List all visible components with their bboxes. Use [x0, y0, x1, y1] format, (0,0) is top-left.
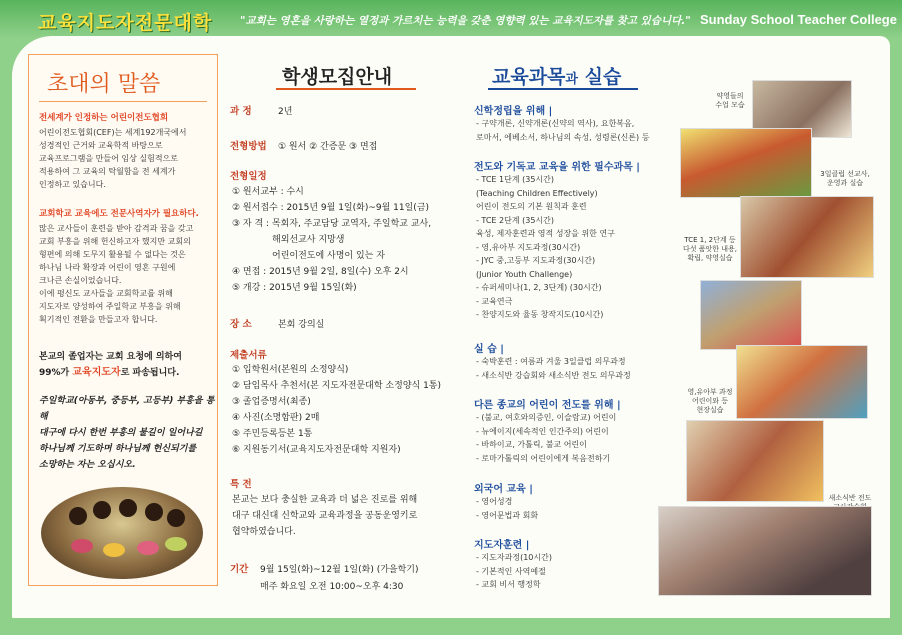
photo-teacher-workshop — [658, 506, 872, 596]
text-line: 교회 부흥을 위해 헌신하고자 했지만 교회의 — [39, 237, 191, 246]
section-items — [476, 411, 616, 465]
course-value: 2년 — [278, 107, 293, 117]
list-item: - 교회 비서 행정학 — [476, 580, 541, 589]
docs-label: 제출서류 — [230, 350, 267, 361]
period-time: 매주 화요일 오전 10:00~오후 4:30 — [260, 582, 404, 592]
text-line: 대구에 다시 한번 부흥의 불길이 일어나길 — [39, 428, 203, 438]
text-fragment: 99%가 — [39, 368, 73, 378]
list-item: ③ 자 격 : 목회자, 주교담당 교역자, 주일학교 교사, — [232, 219, 432, 229]
section-items — [476, 551, 552, 592]
section-items — [476, 355, 631, 382]
invitation-paragraph-2 — [39, 222, 214, 326]
list-item: 해외선교사 지망생 — [272, 235, 345, 245]
feature-text — [232, 492, 417, 540]
place-value: 본회 강의실 — [278, 320, 325, 330]
bottom-bar — [0, 618, 902, 635]
group-photo — [41, 487, 203, 579]
list-item: ② 담임목사 추천서(본 지도자전문대학 소정양식 1통) — [232, 381, 442, 391]
invitation-heading-2: 교회학교 교육에도 전문사역자가 필요하다. — [39, 209, 199, 219]
curriculum-title — [492, 62, 621, 89]
invitation-paragraph-1 — [39, 126, 214, 191]
text-line: 적용하여 그 교육의 탁월함을 전 세계가 — [39, 167, 176, 176]
list-item: ① 원서교부 : 수시 — [232, 187, 304, 197]
text-line: 하나님 나라 확장과 어린이 영혼 구원에 — [39, 263, 176, 272]
motto-text: "교회는 영혼을 사랑하는 열정과 가르치는 능력을 갖춘 영향력 있는 교육지도자를 찾고 있습니다." — [240, 15, 691, 27]
list-item: - 로마가톨릭의 어린이에게 복음전하기 — [476, 453, 611, 463]
course-label: 과 정 — [230, 106, 252, 117]
photo-children-club — [680, 128, 812, 198]
invitation-heading-1: 전세계가 인정하는 어린이전도협회 — [39, 113, 169, 123]
recruit-title: 학생모집안내 — [282, 66, 393, 88]
photo-preschool — [686, 420, 824, 502]
list-item: 육성, 제자훈련과 영적 성장을 위한 연구 — [476, 229, 615, 238]
list-item: - 새소식반 강습회와 새소식반 전도 의무과정 — [476, 370, 631, 380]
list-item: (Teaching Children Effectively) — [476, 188, 598, 198]
text-line: 본교는 보다 충실한 교육과 더 넓은 진로를 위해 — [232, 495, 418, 505]
list-item: - JYC 중,고등부 지도과정(30시간) — [476, 256, 596, 265]
text-line: 주일학교(아동부, 중등부, 고등부) 부흥을 통해 — [39, 396, 215, 422]
section-heading: 지도자훈련 | — [474, 540, 530, 551]
list-item: - 뉴에이지(세속적인 인간주의) 어린이 — [476, 426, 609, 436]
docs-list — [232, 362, 441, 458]
list-item: ① 입학원서(본원의 소정양식) — [232, 365, 349, 375]
text-line: 협약하였습니다. — [232, 527, 296, 537]
list-item: - 교육연극 — [476, 296, 513, 306]
text-line: 많은 교사들이 훈련을 받아 감격과 꿈을 갖고 — [39, 224, 194, 233]
college-name-english: Sunday School Teacher College — [700, 12, 897, 27]
text-line: 어린이전도협회(CEF)는 세계192개국에서 — [39, 128, 187, 137]
section-heading: 신학정립을 위해 | — [474, 106, 553, 117]
text-line: 소망하는 자는 오십시오. — [39, 460, 136, 470]
invitation-title: 초대의 말씀 — [47, 72, 161, 97]
title-underline — [276, 88, 416, 90]
title-underline — [488, 88, 638, 90]
photo-caption: 3일클럽 선교사, 운영과 실습 — [820, 170, 870, 187]
list-item: - 구약개론, 신약개론(신약의 역사), 요한복음, — [476, 119, 635, 128]
period-label: 기간 — [230, 564, 249, 575]
section-heading: 다른 종교의 어린이 전도를 위해 | — [474, 400, 621, 411]
list-item: - TCE 1단계 (35시간) — [476, 175, 554, 184]
list-item: ④ 면접 : 2015년 9월 2일, 8일(수) 오후 2시 — [232, 267, 409, 277]
section-heading: 전도와 기독교 교육을 위한 필수과목 | — [474, 162, 640, 173]
photo-classroom — [740, 196, 874, 278]
text-line: 본교의 졸업자는 교회 요청에 의하여 — [39, 352, 182, 362]
list-item: - 영어문법과 회화 — [476, 510, 539, 520]
list-item: - 슈퍼세미나(1, 2, 3단계) (30시간) — [476, 283, 602, 292]
schedule-label: 전형일정 — [230, 171, 267, 182]
list-item: 어린이 전도의 기본 원칙과 훈련 — [476, 202, 587, 211]
title-fragment: 교육과목 — [492, 66, 566, 88]
photo-caption: TCE 1, 2단계 등 다섯 품앗한 내용, 확립, 약영실습 — [682, 236, 737, 262]
list-item: ③ 졸업증명서(최종) — [232, 397, 311, 407]
text-line: 크나큰 손실이었습니다. — [39, 276, 122, 285]
feature-label: 특 전 — [230, 479, 252, 490]
highlight-text: 교육지도자 — [72, 367, 121, 378]
text-line: 성경적인 근거와 교육학적 바탕으로 — [39, 141, 163, 150]
text-line: 인정하고 있습니다. — [39, 180, 106, 189]
list-item: (Junior Youth Challenge) — [476, 269, 573, 279]
section-items — [476, 117, 649, 144]
photo-caption: 영,유아부 과정 어린이와 등 현장실습 — [687, 388, 733, 414]
text-line: 획기적인 전환을 만들고자 합니다. — [39, 315, 158, 324]
method-value: ① 원서 ② 간증문 ③ 면접 — [278, 142, 378, 152]
list-item: - 영어성경 — [476, 497, 513, 506]
text-line: 형편에 의해 도무지 활용될 수 없다는 것은 — [39, 250, 186, 259]
place-label: 장 소 — [230, 319, 252, 330]
period-value: 9월 15일(화)~12월 1일(화) (가을학기) — [260, 565, 419, 575]
title-fragment: 실습 — [577, 66, 622, 88]
photo-caption: 약영들의 수업 모습 — [715, 92, 745, 109]
section-heading: 실 습 | — [474, 344, 504, 355]
list-item: - TCE 2단계 (35시간) — [476, 215, 554, 225]
list-item: - 찬양지도와 율동 창작지도(10시간) — [476, 310, 604, 319]
text-line: 지도자로 양성하여 주일학교 부흥을 위해 — [39, 302, 181, 311]
invitation-box — [28, 54, 218, 586]
list-item: ② 원서접수 : 2015년 9월 1일(화)~9월 11일(금) — [232, 203, 430, 213]
photo-caption: 새소식반 전도 — [828, 494, 872, 502]
text-line: 하나님께 기도하며 하나님께 헌신되기를 — [39, 444, 197, 454]
list-item: ⑥ 지원동기서(교육지도자전문대학 지원자) — [232, 445, 401, 455]
list-item: ⑤ 개강 : 2015년 9월 15일(화) — [232, 283, 357, 293]
text-fragment: 로 파송됩니다. — [120, 368, 180, 378]
section-items — [476, 495, 538, 522]
list-item: 어린이전도에 사명이 있는 자 — [272, 251, 385, 261]
section-items — [476, 173, 615, 322]
method-label: 전형방법 — [230, 141, 267, 152]
text-line: 대구 대신대 신학교와 교육과정을 공동운영키로 — [232, 511, 418, 521]
list-item: - 지도자과정(10시간) — [476, 553, 552, 562]
text-line — [39, 365, 217, 381]
header-bar — [0, 0, 902, 38]
list-item: ⑤ 주민등록등본 1통 — [232, 429, 313, 439]
list-item: - 영,유아부 지도과정(30시간) — [476, 242, 581, 252]
list-item: ④ 사진(소명함판) 2매 — [232, 413, 320, 423]
college-name-korean: 교육지도자전문대학 — [38, 12, 213, 34]
invitation-call — [39, 393, 217, 473]
photo-kids-group — [736, 345, 868, 419]
text-line: 이에 평신도 교사들을 교회학교를 위해 — [39, 289, 173, 298]
divider — [39, 101, 207, 102]
section-heading: 외국어 교육 | — [474, 484, 533, 495]
graduate-statement — [39, 349, 217, 381]
list-item: - (불교, 여호와의증인, 이슬람교) 어린이 — [476, 413, 617, 422]
text-line: 교육프로그램을 만들어 임상 실험적으로 — [39, 154, 179, 163]
title-fragment: 과 — [565, 72, 578, 87]
list-item: - 바하이교, 가톨릭, 불교 어린이 — [476, 440, 587, 449]
photo-teaching — [700, 280, 802, 350]
schedule-list — [232, 184, 431, 296]
list-item: - 숙박훈련 : 여름과 겨울 3일클럽 의무과정 — [476, 357, 626, 366]
list-item: - 기본적인 사역예절 — [476, 566, 546, 576]
list-item: 로마서, 에베소서, 하나님의 속성, 성령론(신론) 등 — [476, 132, 650, 142]
